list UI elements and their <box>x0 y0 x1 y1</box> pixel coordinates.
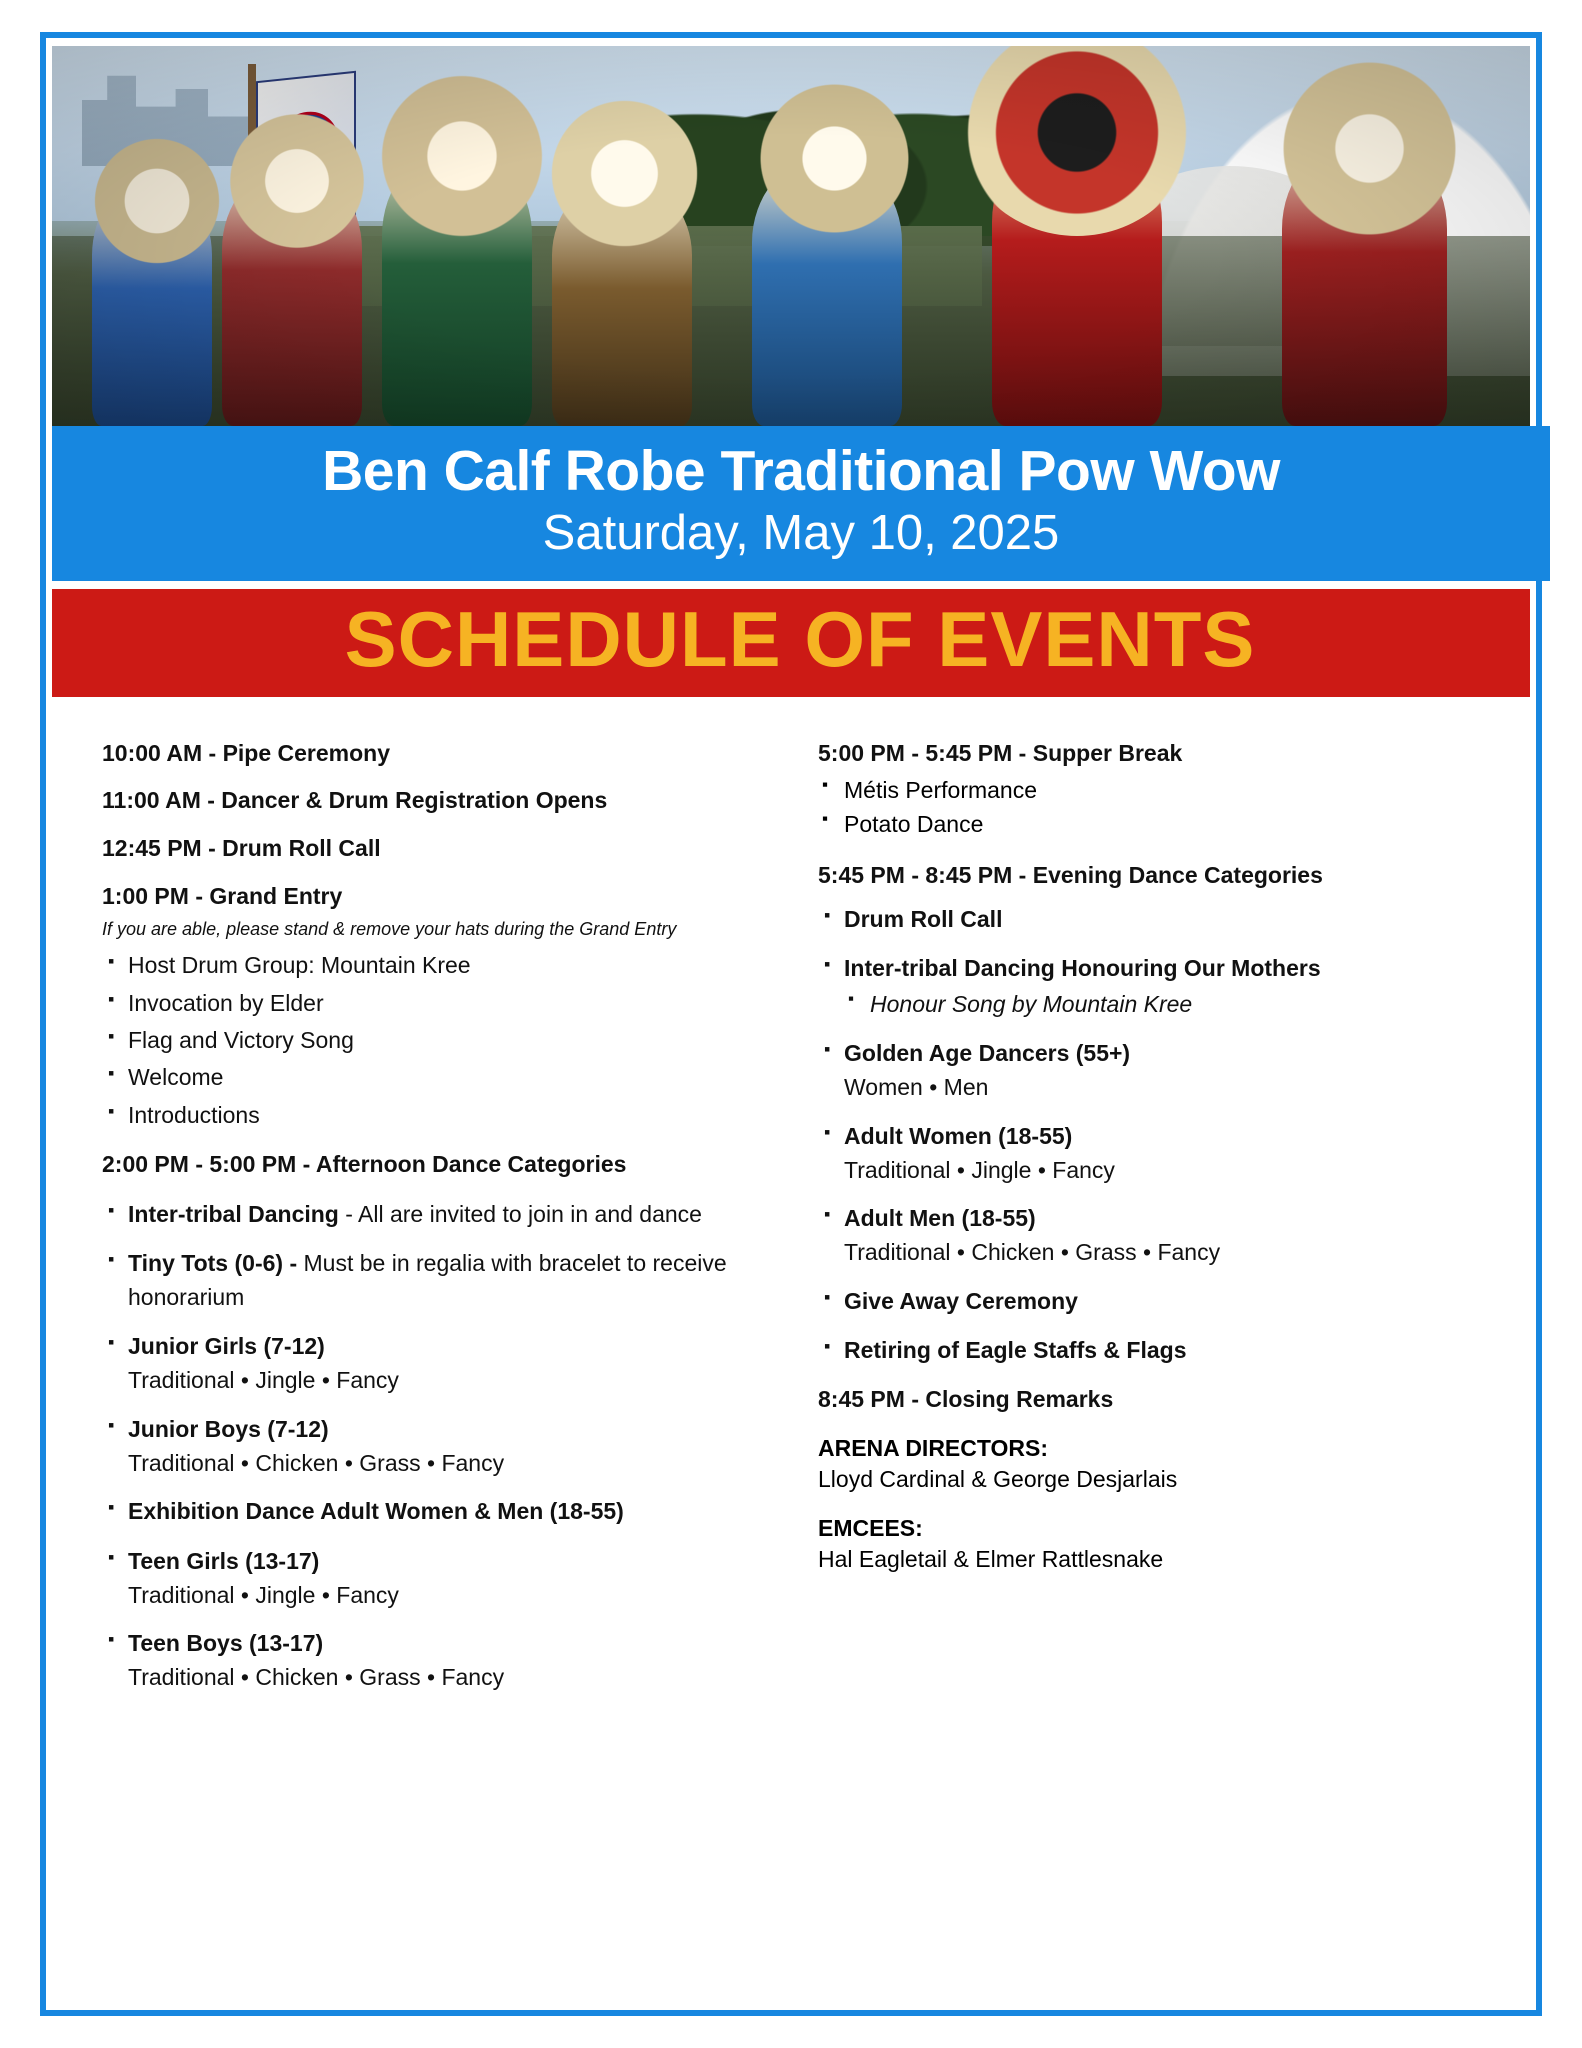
list-item <box>102 1627 764 1694</box>
schedule-banner <box>52 589 1530 697</box>
grand-entry-list <box>102 949 764 1132</box>
list-item-label: Golden Age Dancers (55+) <box>844 1040 1131 1066</box>
closing-remarks-heading: 8:45 PM - Closing Remarks <box>818 1386 1114 1413</box>
list-item-styles: Traditional • Jingle • Fancy <box>128 1367 399 1394</box>
list-item: ▪ Métis Performance <box>818 774 1480 807</box>
event-date: Saturday, May 10, 2025 <box>542 505 1060 560</box>
list-item <box>818 1202 1480 1269</box>
list-item-label: Drum Roll Call <box>844 905 1003 932</box>
list-item: ▪ Host Drum Group: Mountain Kree <box>102 949 764 982</box>
photo-vignette <box>52 46 1530 426</box>
list-item <box>818 903 1480 936</box>
schedule-item-heading: 10:00 AM - Pipe Ceremony <box>102 739 391 766</box>
event-title: Ben Calf Robe Traditional Pow Wow <box>322 439 1280 503</box>
list-item-label: Exhibition Dance Adult Women & Men (18-55) <box>128 1498 624 1525</box>
schedule-column-right <box>818 739 1480 1712</box>
list-item: ▪ Flag and Victory Song <box>102 1024 764 1057</box>
list-item-label: Inter-tribal Dancing Honouring Our Mothers <box>844 955 1321 982</box>
list-item-styles: Traditional • Jingle • Fancy <box>844 1156 1115 1183</box>
list-item: ▪ Potato Dance <box>818 808 1480 841</box>
list-item <box>818 1285 1480 1318</box>
arena-directors-label: ARENA DIRECTORS: <box>818 1435 1049 1462</box>
list-item-label: Adult Men (18-55) <box>844 1205 1036 1232</box>
arena-directors-value: Lloyd Cardinal & George Desjarlais <box>818 1466 1178 1493</box>
list-item <box>818 1334 1480 1367</box>
list-item-label: Give Away Ceremony <box>844 1287 1078 1314</box>
schedule-column-left <box>102 739 774 1712</box>
list-item-styles: Traditional • Chicken • Grass • Fancy <box>844 1239 1221 1266</box>
list-item-label: Tiny Tots (0-6) - <box>128 1250 298 1277</box>
evening-categories-heading: 5:45 PM - 8:45 PM - Evening Dance Categories <box>818 862 1323 889</box>
list-item-label: Inter-tribal Dancing <box>128 1201 339 1228</box>
schedule-item-heading: 12:45 PM - Drum Roll Call <box>102 835 381 862</box>
list-item-label: Junior Girls (7-12) <box>128 1333 325 1360</box>
list-item-label: Retiring of Eagle Staffs & Flags <box>844 1336 1187 1363</box>
list-item-styles: Traditional • Jingle • Fancy <box>128 1581 399 1608</box>
list-item-label: Junior Boys (7-12) <box>128 1415 329 1442</box>
list-item-styles: Women • Men <box>844 1074 989 1101</box>
list-item <box>818 1120 1480 1187</box>
emcees-label: EMCEES: <box>818 1515 923 1542</box>
evening-categories-list <box>818 903 1480 1367</box>
list-item-label: Adult Women (18-55) <box>844 1122 1073 1149</box>
list-item <box>818 1037 1480 1104</box>
honour-song-list <box>844 988 1480 1021</box>
credits-block <box>818 1433 1480 1575</box>
supper-break-heading: 5:00 PM - 5:45 PM - Supper Break <box>818 739 1183 766</box>
list-item <box>102 1413 764 1480</box>
list-item: ▪ Honour Song by Mountain Kree <box>844 988 1480 1021</box>
list-item-detail: Must be in regalia with bracelet to receive honorarium <box>128 1250 727 1310</box>
list-item: ▪ Welcome <box>102 1061 764 1094</box>
list-item <box>102 1247 764 1314</box>
powwow-photo <box>52 46 1530 426</box>
list-item <box>818 952 1480 1021</box>
list-item <box>102 1198 764 1231</box>
list-item <box>102 1330 764 1397</box>
supper-break-list <box>818 774 1480 841</box>
schedule-columns <box>52 697 1530 1712</box>
list-item: ▪ Introductions <box>102 1099 764 1132</box>
schedule-item-heading: 2:00 PM - 5:00 PM - Afternoon Dance Categories <box>102 1151 627 1178</box>
list-item-label: Teen Girls (13-17) <box>128 1547 320 1574</box>
schedule-banner-text: SCHEDULE OF EVENTS <box>344 594 1256 683</box>
title-band <box>52 426 1550 581</box>
list-item <box>102 1545 764 1612</box>
schedule-item-heading: 1:00 PM - Grand Entry <box>102 883 343 910</box>
list-item <box>102 1495 764 1528</box>
emcees-value: Hal Eagletail & Elmer Rattlesnake <box>818 1546 1164 1573</box>
schedule-item-heading: 11:00 AM - Dancer & Drum Registration Opens <box>102 787 608 814</box>
afternoon-categories-list <box>102 1198 764 1694</box>
poster-inner <box>46 40 1536 2020</box>
grand-entry-note: If you are able, please stand & remove your hats during the Grand Entry <box>102 919 677 940</box>
list-item-detail: - All are invited to join in and dance <box>338 1201 702 1228</box>
list-item-styles: Traditional • Chicken • Grass • Fancy <box>128 1664 505 1691</box>
list-item-label: Teen Boys (13-17) <box>128 1630 324 1657</box>
list-item-styles: Traditional • Chicken • Grass • Fancy <box>128 1449 505 1476</box>
list-item: ▪ Invocation by Elder <box>102 987 764 1020</box>
